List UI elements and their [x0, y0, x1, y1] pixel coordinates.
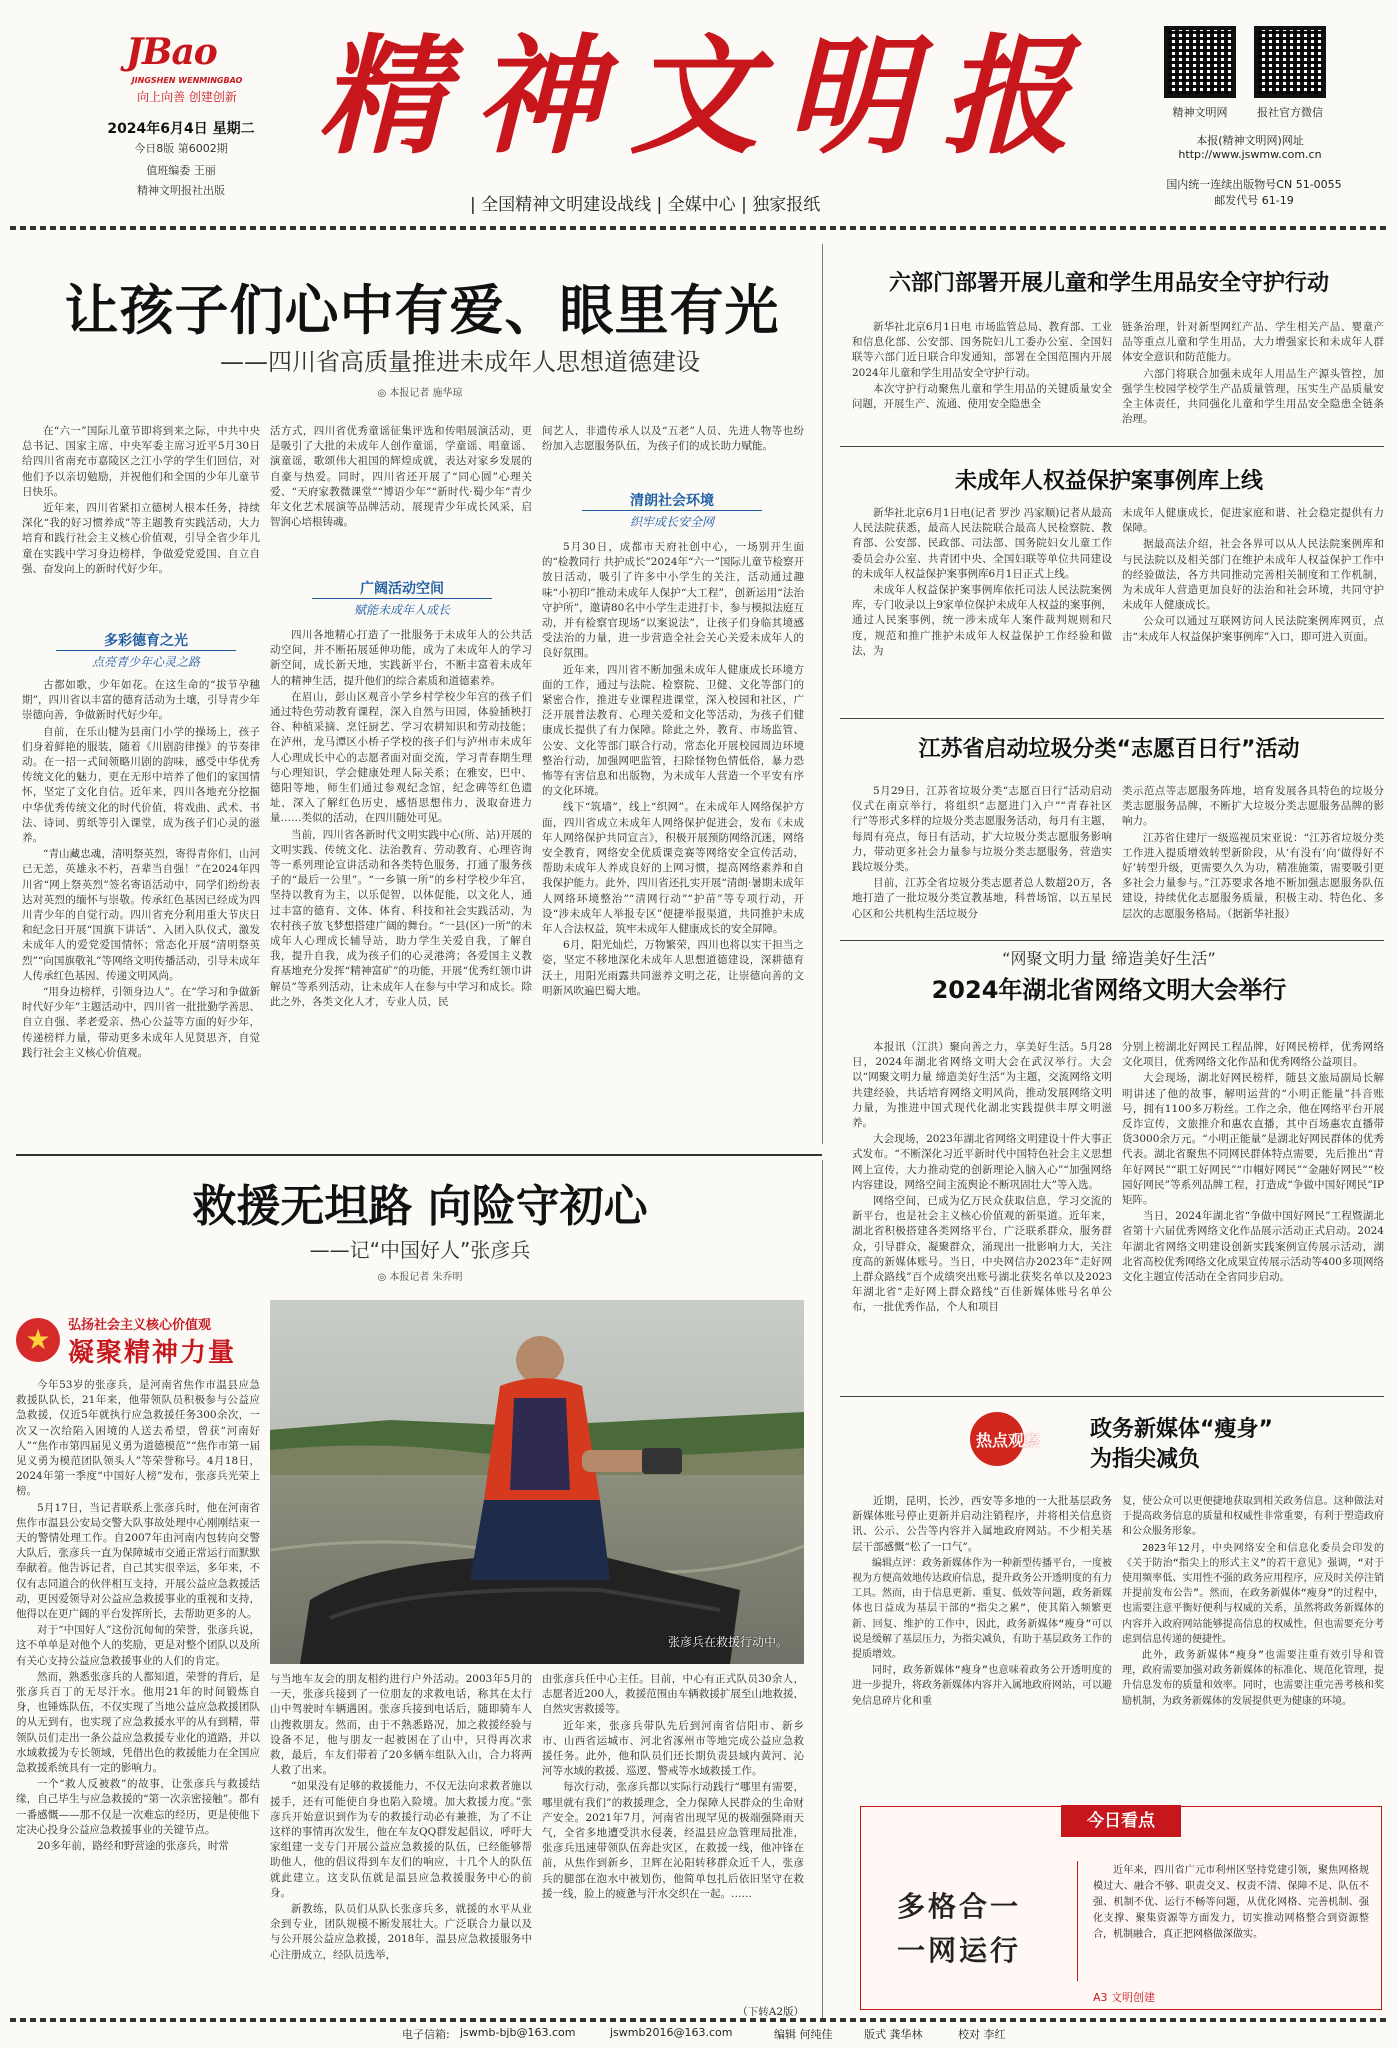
channel-3: 独家报纸 — [752, 195, 821, 215]
paragraph: 分别上榜湖北好网民工程品牌，好网民榜样，优秀网络文化项目，优秀网络文化作品和优秀网络公益项目。 — [1122, 1041, 1384, 1069]
hubei-headline: 2024年湖北省网络文明大会举行 — [931, 976, 1287, 1004]
paragraph: 据最高法介绍，社会各界可以从人民法院案例库和与民法院以及相关部门在维护未成年人权益保护工作中的经验做法，各方共同推动完善相关制度和工作机制，为未成年人营造更加良好的法治和社会环境，共同守护未成年人健康成长。 — [1122, 538, 1384, 612]
lead-column-1b — [22, 678, 260, 1148]
paragraph: 2023年12月，中央网络安全和信息化委员会印发的《关于防治“指尖上的形式主义”的若干意见》强调，“对于使用频率低、实用性不强的政务应用程序，应及时关停注销并提前发布公告”。然而，在政务新媒体“瘦身”的过程中，也需要注意平衡好便利与权威的关系，虽然将政务新媒体的内容并入政府网站能够提高信息的权威性，但也需要充分考虑到信息传递的便捷性。 — [1122, 1542, 1384, 1645]
today-headline-1: 多格合一 — [897, 1890, 1022, 1923]
paragraph: 6月，阳光灿烂，万物繁荣，四川也将以实干担当之姿，坚定不移地深化未成年人思想道德建设，深耕德育沃土，用阳光雨露共同滋养文明之花，让崇德向善的文明新风吹遍巴蜀大地。 — [542, 939, 804, 997]
case-library-col-2 — [1122, 506, 1384, 714]
lead-column-3b — [542, 540, 804, 1150]
paragraph: 由张彦兵任中心主任。目前，中心有正式队员30余人，志愿者近200人，救援范围由车辆救援扩展至山地救援，自然灾害救援等。 — [542, 1673, 804, 1716]
section-divider — [840, 446, 1384, 447]
section-subtitle-1: 点亮青少年心灵之路 — [56, 650, 236, 670]
rescue-col-1 — [16, 1378, 260, 2008]
logo-pinyin: JINGSHEN WENMINGBAO — [131, 76, 243, 85]
column-divider — [822, 1160, 823, 2020]
paragraph: 与当地车友会的朋友相约进行户外活动。2003年5月的一天，张彦兵接到了一位朋友的求救电话，称其在太行山中驾驶时车辆遇困。张彦兵接到电话后，随即骑车人山搜救朋友。然而，由于不熟悉路况，加之救援经验与设备不足，他与朋友一起被困在了山中，只得再次求救，最后，车友们带着了20多辆车组队入山，合力将两人救了出来。 — [270, 1673, 532, 1777]
qr-label-2: 报社官方微信 — [1257, 106, 1323, 119]
paragraph: 近年来，张彦兵带队先后到河南省信阳市、新乡市、山西省运城市、河北省涿州市等地完成公益应急救援任务。此外，他和队员们还长期负责县域内黄河、沁河等水域的救援、巡逻、警戒等水域救援工作。 — [542, 1719, 804, 1778]
paragraph: 近年来，四川省紧扣立德树人根本任务，持续深化“我的好习惯养成”等主题教育实践活动，大力培育和践行社会主义核心价值观，引导全省少年儿童在实践中学习身边榜样，争做爱党爱国、自立自强、奋发向上的新时代好少年。 — [22, 502, 260, 575]
paragraph: 复，使公众可以更便捷地获取到相关政务信息。这种做法对于提高政务信息的质量和权威性非常重要，有利于塑造政府和公众服务形象。 — [1122, 1496, 1384, 1538]
rescue-photo-illustration — [270, 1300, 804, 1664]
case-library-headline: 未成年人权益保护案事例库上线 — [954, 469, 1263, 494]
paragraph: 本次守护行动聚焦儿童和学生用品的关键质量安全问题，开展生产、流通、使用安全隐患全 — [852, 382, 1112, 411]
rescue-subtitle: ——记“中国好人”张彦兵 — [309, 1238, 531, 1262]
footer-email-1[interactable]: jswmb-bjb@163.com — [460, 2026, 576, 2039]
today-highlight-box — [860, 1806, 1382, 2010]
issue-edition: 今日8版 第6002期 — [134, 142, 228, 155]
paragraph: 自前，在乐山犍为县南门小学的操场上，孩子们身着鲜艳的服装，随着《川剧韵律操》的节奏律动。在一招一式间领略川剧的韵味，感受中华优秀传统文化的魅力，更在无形中培养了他们的家国情怀，坚定了文化自信。近年来，四川各地充分挖掘中华优秀传统文化的时代价值，将戏曲、武术、书法、诗词、剪纸等引入课堂，成为孩子们心灵的滋养。 — [22, 725, 260, 845]
badge-line-2: 凝聚精神力量 — [68, 1338, 237, 1368]
newspaper-logo — [112, 32, 262, 76]
paragraph: 编辑点评：政务新媒体作为一种新型传播平台，一度被视为方便高效地传达政府信息，提升政务公开透明度的有力工具。然而，由于信息更新、重复、低效等问题，政务新媒体也日益成为基层干部的“指尖之累”，使其陷入频繁更新、回复、维护的工作中，因此，政务新媒体“瘦身”可以说是缓解了基层压力，为指尖减负，有助于基层政务工作的提质增效。 — [852, 1557, 1112, 1661]
url-label: 本报(精神文明网)网址 — [1196, 134, 1304, 147]
rescue-col-2 — [270, 1672, 532, 2010]
masthead-dash-rule — [10, 226, 1388, 230]
section-subtitle-2: 赋能未成年人成长 — [312, 598, 492, 618]
channel-sep-icon: | — [656, 195, 668, 215]
paragraph: 未成年人权益保护案事例库依托司法人民法院案例库，专门收录以上9家单位保护未成年人权益的案事例，通过人民案事例，统一涉未成年人案件裁判规则和尺度，规范和推广推护未成年人权益保护工作经验和做法，为 — [852, 584, 1112, 657]
paragraph: 今年53岁的张彦兵，是河南省焦作市温县应急救援队队长，21年来，他带领队员积极参与公益应急救援，仅近5年就执行应急救援任务300余次，一次又一次给陷入困境的人送去希望，曾获“河南好人”“焦作市第四届见义勇为道德模范”“焦作市第一届见义勇为模范团队领头人”等荣誉称号。4月18日，2024年第一季度“中国好人榜”发布，张彦兵光荣上榜。 — [16, 1379, 260, 1498]
today-divider — [1077, 1861, 1078, 1981]
paragraph: 未成年人健康成长，促进家庭和谐、社会稳定提供有力保障。 — [1122, 507, 1384, 535]
paragraph: 本报讯（江洪）聚向善之力，享美好生活。5月28日，2024年湖北省网络文明大会在武汉举行。大会以“网聚文明力量 缔造美好生活”为主题，交流网络文明共建经验，共话培育网络文明风尚，推动发展网络文明力量，为推进中国式现代化湖北实践提供丰厚文明滋养。 — [852, 1041, 1112, 1130]
paragraph: 类示范点等志愿服务阵地，培育发展各具特色的垃圾分类志愿服务品牌，不断扩大垃圾分类志愿服务品牌的影响力。 — [1122, 785, 1384, 828]
paragraph: 新华社北京6月1日电 市场监管总局、教育部、工业和信息化部、公安部、国务院妇儿工委办公室、全国妇联等六部门近日联合印发通知，部署在全国范围内开展2024年儿童和学生用品安全守护行动。 — [852, 321, 1112, 379]
footer-rule — [10, 2018, 1388, 2022]
footer-proofreader: 校对 李红 — [958, 2028, 1006, 2041]
newspaper-title: 精神文明报 — [318, 22, 1099, 172]
section-divider — [840, 718, 1384, 719]
jiangsu-col-2 — [1122, 784, 1384, 944]
rescue-photo — [270, 1300, 804, 1664]
paragraph: 当日，2024年湖北省“争做中国好网民”工程暨湖北省第十六届优秀网络文化作品展示活动正式启动。2024年湖北省网络文明建设创新实践案例宣传展示活动，湖北省高校优秀网络文化成果宣传展示活动等400多项网络文化主题宣传活动在全省同步启动。 — [1122, 1210, 1384, 1284]
cn-number: 国内统一连续出版物号CN 51-0055 — [1166, 178, 1342, 191]
lead-column-2a — [270, 424, 532, 572]
footer-editor: 编辑 何纯佳 — [774, 2028, 833, 2041]
masthead — [0, 0, 1398, 228]
six-departments-col-2 — [1122, 320, 1384, 438]
hot-topic-badge — [970, 1412, 1080, 1466]
hubei-col-2 — [1122, 1040, 1384, 1382]
channel-bar — [470, 190, 970, 215]
case-library-col-1 — [852, 506, 1112, 714]
paragraph: 每次行动，张彦兵都以实际行动践行“哪里有需要，哪里就有我们”的救援理念，全力保障人民群众的生命财产安全。2021年7月，河南省出现罕见的极端强降雨天气，全省多地遭受洪水侵袭，经温县应急管理局批准，张彦兵迅速带领队伍奔赴灾区，在救援一线，他冲锋在前，从焦作到新乡，卫辉在沁阳转移群众近千人，张彦兵的腿部在泡水中被划伤，他简单包扎后依旧坚守在救援一线，脸上的疲惫与汗水交织在一起。…… — [542, 1781, 804, 1900]
paragraph: 近期，昆明，长沙，西安等多地的一大批基层政务新媒体账号停止更新并启动注销程序，并将相关信息资讯、公示、公告等内容并入属地政府网站。不少相关基层干部感慨“松了一口气”。 — [852, 1495, 1112, 1553]
hot-headline-2: 为指尖减负 — [1090, 1447, 1201, 1472]
rescue-headline: 救援无坦路 向险守初心 — [192, 1181, 648, 1232]
hot-col-1 — [852, 1494, 1112, 1776]
jiangsu-col-1 — [852, 784, 1112, 944]
qr-code-icon — [1164, 26, 1236, 98]
paragraph: 古都如歌，少年如花。在这生命的“拔节孕穗期”，四川省以丰富的德育活动为土壤，引导青少年崇德向善，争做新时代好少年。 — [22, 679, 260, 722]
paragraph: 大会现场，2023年湖北省网络文明建设十件大事正式发布。“不断深化习近平新时代中国特色社会主义思想网上宣传，大力推动党的创新理论入脑入心”“加强网络内容建设，网络空间主流舆论不断巩固壮大”等入选。 — [852, 1133, 1112, 1191]
publisher: 精神文明报社出版 — [137, 184, 225, 197]
today-label: 今日看点 — [1061, 1805, 1181, 1837]
qr-label-1: 精神文明网 — [1172, 106, 1228, 119]
section-title-3: 清朗社会环境 — [630, 493, 714, 509]
rescue-byline: ◎ 本报记者 朱乔明 — [377, 1272, 463, 1283]
section-divider — [840, 1396, 1384, 1397]
paragraph: 四川各地精心打造了一批服务于未成年人的公共活动空间，并不断拓展延伸功能，成为了未成年人的学习新空间，成长新天地，实践新平台，不断丰富着未成年人的精神生活，提升他们的综合素质和道德素养。 — [270, 629, 532, 687]
channel-2: 全媒中心 — [667, 195, 736, 215]
paragraph: 近年来，四川省不断加强未成年人健康成长环境方面的工作，通过与法院、检察院、卫健、文化等部门的紧密合作，推进专业课程进课堂，深入校园和社区，广泛开展普法教育、心理关爱和文化等活动，为孩子们健康成长提供了有力保障。除此之外，教育、市场监管、公安、文化等部门联合行动，常态化开展校园周边环境整治行动，加强网吧监管，扫除怪物色情低俗，暴力恐怖等有害信息和出版物，为未成年人营造一个平安有序的文化环境。 — [542, 663, 804, 798]
badge-line-1: 弘扬社会主义核心价值观 — [68, 1318, 212, 1333]
today-ref-link[interactable]: A3 文明创建 — [1093, 1991, 1156, 2004]
paragraph: 在“六一”国际儿童节即将到来之际，中共中央总书记、国家主席、中央军委主席习近平5月30日给四川省南充市嘉陵区之江小学的学生们回信，对他们予以亲切勉励，并祝他们和全国的少年儿童节日快乐。 — [22, 425, 260, 498]
section-divider — [840, 940, 1384, 941]
section-subtitle-3: 织牢成长安全网 — [582, 510, 762, 530]
channel-sep-icon: | — [470, 195, 482, 215]
paragraph: “用身边榜样，引领身边人”。在“学习和争做新时代好少年”主题活动中，四川省一批批勤学善思、自立自强、孝老爱亲、热心公益等方面的好少年，传递榜样力量，带动更多未成年人见贤思齐，自觉践行社会主义核心价值观。 — [22, 986, 260, 1059]
rescue-col-3 — [542, 1672, 804, 2002]
paragraph: 江苏省住建厅一级巡视员宋亚说：“江苏省垃圾分类工作进入提质增效转型新阶段，从‘有没有’向‘做得好不好’转型升级，更需要久久为功，精准施策，需要吸引更多社会力量参与。”江苏要求各地不断加强志愿服务队伍建设，持续优化志愿服务质量，积极主动、特色化、多层次的志愿服务格局。（据新华社报） — [1122, 831, 1384, 920]
paragraph: 5月29日，江苏省垃圾分类“志愿百日行”活动启动仪式在南京举行，将组织“志愿进门入户”“青春社区行”等形式多样的垃圾分类志愿服务活动，每月有主题，每周有亮点，每日有活动，扩大垃圾分类志愿服务影响力，带动更多社会力量参与垃圾分类志愿服务，营造实践垃圾分类。 — [852, 785, 1112, 874]
lead-headline: 让孩子们心中有爱、眼里有光 — [64, 279, 780, 342]
paragraph: 线下“筑墙”，线上“织网”。在未成年人网络保护方面，四川省成立未成年人网络保护促进会，发布《未成年人网络保护共同宣言》，积极开展预防网络沉迷，网络安全教育，网络安全优质课竞赛等网络安全宣传活动，帮助未成年人养成良好的上网习惯，提高网络素养和自我保护能力。此外，四川省还扎实开展“清朗·暑期未成年人网络环境整治”“清网行动”“护苗”等专项行动，开设“涉未成年人举报专区”便捷举报渠道，共同推护未成年人合法权益，筑牢未成年人健康成长的安全屏障。 — [542, 801, 804, 936]
badge-star-icon: ★ — [16, 1318, 60, 1362]
jiangsu-headline: 江苏省启动垃圾分类“志愿百日行”活动 — [918, 737, 1300, 762]
paragraph: 网络空间，已成为亿万民众获取信息，学习交流的新平台，也是社会主义核心价值观的新渠道。近年来，湖北省积极搭建各类网络平台，广泛联系群众，服务群众，引导群众，凝聚群众，涌现出一批影响力大，关注度高的新媒体账号。当日，中央网信办2023年“走好网上群众路线”百个成绩突出账号湖北获奖名单以及2023年湖北省“走好网上群众路线”百佳新媒体账号名单公布，一批优秀作品，个人和项目 — [852, 1195, 1112, 1314]
photo-caption: 张彦兵在救援行动中。 — [667, 1635, 788, 1649]
logo-slogan: 向上向善 创建创新 — [137, 90, 237, 104]
today-text: 近年来，四川省广元市利州区坚持党建引领，聚焦网格规模过大、融合不够、职责交叉、权责不清、保障不足、队伍不强、机制不优、运行不畅等问题，从优化网格、完善机制、强化支撑、聚集资源等方面发力，切实推动网格整合到资源整合，机制融合，真正把网格做深做实。 — [1093, 1865, 1369, 1940]
footer-designer: 版式 龚华林 — [864, 2028, 923, 2041]
six-departments-col-1 — [852, 320, 1112, 438]
postal-code: 邮发代号 61-19 — [1214, 194, 1294, 207]
paragraph: “如果没有足够的救援能力，不仅无法向求救者施以援手，还有可能使自身也陷入险境。加大救援力度。”张彦兵开始意识到作为专的救援行动必有兼推，为了不让这样的事情再次发生，他在车友QQ群发起倡议，呼吁大家组建一支专门开展公益应急救援的队伍，已经能够帮助他人，他的倡议得到车友们的响应，十几个人的队伍就此建立。这支队伍就是温县应急救援服务中心的前身。 — [270, 1780, 532, 1899]
paragraph: 5月30日，成都市天府社创中心，一场别开生面的“检教同行 共护成长”2024年“六一”国际儿童节检察开放日活动，吸引了许多中小学生的关注，活动通过趣味“小初印”推动未成年人保护“大工程”，创新运用“法治守护所”，邀请80名中小学生走进打卡，参与模拟法庭互动，并有检察官现场“以案说法”，让孩子们身临其境感受法治的力量，进一步营造全社会关心关爱未成年人的良好氛围。 — [542, 541, 804, 660]
hot-col-2 — [1122, 1494, 1384, 1776]
continued-note: （下转A2版） — [737, 2006, 804, 2018]
section-divider — [16, 1154, 822, 1156]
paragraph: 目前，江苏全省垃圾分类志愿者总人数超20万，各地打造了一批垃圾分类宣教基地，科普场馆，以五星民心区和公共机构生活垃圾分 — [852, 877, 1112, 920]
paragraph: 20多年前，路经和野营途的张彦兵，时常 — [37, 1840, 229, 1853]
paragraph: 同时，政务新媒体“瘦身”也意味着政务公开透明度的进一步提升，将政务新媒体内容并入属地政府网站，可以避免信息碎片化和重 — [852, 1665, 1112, 1707]
section-title-1: 多彩德育之光 — [104, 633, 188, 649]
paragraph: 一个“救人反被救”的故事，让张彦兵与救援结缘，自己毕生与应急救援的“第一次亲密接触”。都有一番感慨——那不仅是一次难忘的经历，更是使他下定决心投身公益应急救援事业的关键节点。 — [16, 1778, 260, 1836]
hubei-col-1 — [852, 1040, 1112, 1382]
paragraph: “青山藏忠魂，清明祭英烈，寄得青你们，山河已无恙，英雄永不朽，吾辈当自强！”在2024年四川省“网上祭英烈”签名寄语活动中，同学们纷纷表达对英烈的缅怀与崇敬。传承红色基因已经成为四川青少年的自觉行动。四川省充分利用重大节庆日和纪念日开展“国旗下讲话”、入团入队仪式，激发未成年人的爱党爱国情怀；常态化开展“清明祭英烈”“向国旗敬礼”等网络文明传播活动，引导未成年人传承红色基因、传递文明风尚。 — [22, 848, 260, 982]
paragraph: 间艺人，非遗传承人以及“五老”人员、先进人物等也纷纷加入志愿服务队伍，为孩子们的成长助力赋能。 — [542, 425, 804, 453]
issue-date: 2024年6月4日 星期二 — [107, 121, 255, 137]
hot-badge-text: 热点观察 — [976, 1431, 1041, 1450]
duty-editor: 值班编委 王丽 — [146, 164, 216, 177]
site-url: http://www.jswmw.com.cn — [1178, 148, 1322, 161]
footer-email-label: 电子信箱: — [402, 2028, 450, 2041]
logo-letters: JBao — [126, 31, 217, 73]
core-values-badge — [16, 1312, 266, 1368]
lead-column-3a — [542, 424, 804, 476]
paragraph: 大会现场，湖北好网民榜样，随县文旅局副局长解明讲述了他的故事，解明运营的“小明正能量”抖音账号，拥有1100多万粉丝。工作之余，他在网络平台开展反诈宣传，文旅推介和惠农直播，其中百场惠农直播带货3000余万元。“小明正能量”是湖北好网民群体的优秀代表。湖北省聚焦不同网民群体特点需要，先后推出“青年好网民”“职工好网民”“巾帼好网民”“金融好网民”“校园好网民”等系列品牌工程，打造成“争做中国好网民”IP矩阵。 — [1122, 1072, 1384, 1207]
paragraph: 链条治理，针对新型网红产品、学生相关产品、婴童产品等重点儿童和学生用品，大力增强家长和未成年人群体安全意识和防范能力。 — [1122, 321, 1384, 364]
paragraph: 公众可以通过互联网访问人民法院案例库网页，点击“未成年人权益保护案事例库”入口，即可进入页面。 — [1122, 615, 1384, 643]
lead-column-2b — [270, 628, 532, 1150]
column-divider — [822, 244, 823, 1144]
paragraph: 此外，政务新媒体“瘦身”也需要注重有效引导和管理，政府需要加强对政务新媒体的标准化、规范化管理，提升信息发布的质量和效率。同时，也需要注重完善考核和奖励机制，为政务新媒体的发展提供更为健康的环境。 — [1122, 1650, 1384, 1707]
paragraph: 当前，四川省各新时代文明实践中心(所、站)开展的文明实践、传统文化、法治教育、劳动教育、心理咨询等一系列理论宣讲活动和各类特色服务，打通了服务孩子的“最后一公里”。“一乡镇一所”的乡村学校少年宫，坚持以教育为主，以乐促智，以体促能，以文化人，通过丰富的德育、文体、体育、科技和社会实践活动，为农村孩子放飞梦想搭建广阔的舞台。“一县(区)一所”的未成年人心理成长辅导站，助力学生关爱自我，了解自我，提升自我，成为孩子们的心灵港湾；各爱国主义教育基地充分发挥“精神富矿”的功能，开展“优秀红领巾讲解员”等系列活动，让未成年人在参与中学习和成长。除此之外，各类文化人才，专业人员，民 — [270, 828, 532, 1008]
lead-subtitle: ——四川省高质量推进未成年人思想道德建设 — [220, 348, 700, 376]
qr-code-icon — [1254, 26, 1326, 98]
paragraph: 活方式，四川省优秀童谣征集评选和传唱展演活动，更是吸引了大批的未成年人创作童谣，学童谣、唱童谣、演童谣，歌颂伟大祖国的辉煌成就，表达对家乡发展的自豪与热爱。同时，四川省还开展了“同心圆”心理关爱、“天府家教微课堂”“博语少年”“新时代·蜀少年”青少年文化艺术展演等品牌活动，展现青少年成长风采，启智润心培根铸魂。 — [270, 425, 532, 529]
paragraph: 在眉山，彭山区观音小学乡村学校少年宫的孩子们通过特色劳动教育课程，深入自然与田园，体验插秧打谷、种植采摘、烹饪厨艺、学习农耕知识和劳动技能；在泸州，龙马潭区小桥子学校的孩子们与泸州市未成年人心理成长中心的志愿者面对面交流，学习青春期生理与心理知识，学会健康处理人际关系；在雅安，巴中、德阳等地，师生们通过参观纪念馆，纪念碑等红色遗址，深入了解红色历史，感悟思想伟力，汲取奋进力量……类似的活动，在四川随处可见。 — [270, 690, 532, 825]
footer-email-2[interactable]: jswmb2016@163.com — [610, 2026, 733, 2039]
paragraph: 新华社北京6月1日电(记者 罗沙 冯家顺)记者从最高人民法院获悉，最高人民法院联合最高人民检察院、教育部、公安部、民政部、司法部、国务院妇女儿童工作委员会办公室、共青团中央、全国妇联等单位共同建设的未成年人权益保护案事例库6月1日正式上线。 — [852, 507, 1112, 580]
today-headline-2: 一网运行 — [897, 1934, 1022, 1967]
section-title-2: 广阔活动空间 — [360, 581, 444, 597]
lead-column-1a — [22, 424, 260, 616]
lead-byline: ◎ 本报记者 施华琼 — [377, 388, 463, 399]
hubei-kicker: “网聚文明力量 缔造美好生活” — [1002, 949, 1216, 968]
channel-sep-icon: | — [741, 195, 753, 215]
hot-headline-1: 政务新媒体“瘦身” — [1090, 1417, 1273, 1442]
channel-1: 全国精神文明建设战线 — [481, 195, 652, 215]
footer — [0, 2024, 1398, 2044]
paragraph: 六部门将联合加强未成年人用品生产源头管控，加强学生校园学校学生产品质量管理，压实生产品质量安全主体责任，共同强化儿童和学生用品安全隐患全链条治理。 — [1122, 367, 1384, 426]
paragraph: 5月17日，当记者联系上张彦兵时，他在河南省焦作市温县公安局交警大队事故处理中心刚刚结束一天的警情处理工作。自2007年由河南内包转向交警大队后，张彦兵一直为保障城市交通正常运行而默默奉献着。他告诉记者，自己其实很幸运，多年来，不仅有志同道合的伙伴相互支持，开展公益应急救援活动，更因爱领导对公益应急救援事业的重视和支持，他得以在更广阔的平台发挥所长，去帮助更多的人。 — [16, 1501, 260, 1621]
six-departments-headline: 六部门部署开展儿童和学生用品安全守护行动 — [888, 271, 1329, 296]
paragraph: 然而，熟悉张彦兵的人都知道，荣誉的背后，是张彦兵百丁的无尽汗水。他用21年的时间锻炼自身，也锤炼队伍，不仅实现了当地公益应急救援团队的从无到有，也实现了应急救援水平的从有到精，带领队员们走出一条公益应急救援专业化的道路，并以水域救援为专长领域，凭借出色的救援能力在全国应急救援系统具有一定的影响力。 — [16, 1670, 260, 1775]
paragraph: 对于“中国好人”这份沉甸甸的荣誉，张彦兵说，这不单单是对他个人的奖励，更是对整个团队以及所有关心支持公益应急救援事业的人们的肯定。 — [16, 1624, 260, 1667]
paragraph: 新教练，队员们从队长张彦兵多，就援的水平从业余到专业，团队规模不断发展壮大。广泛联合力量以及与公开展公益应急救援，2018年，温县应急救援服务中心注册成立，经队员选举， — [270, 1903, 532, 1961]
